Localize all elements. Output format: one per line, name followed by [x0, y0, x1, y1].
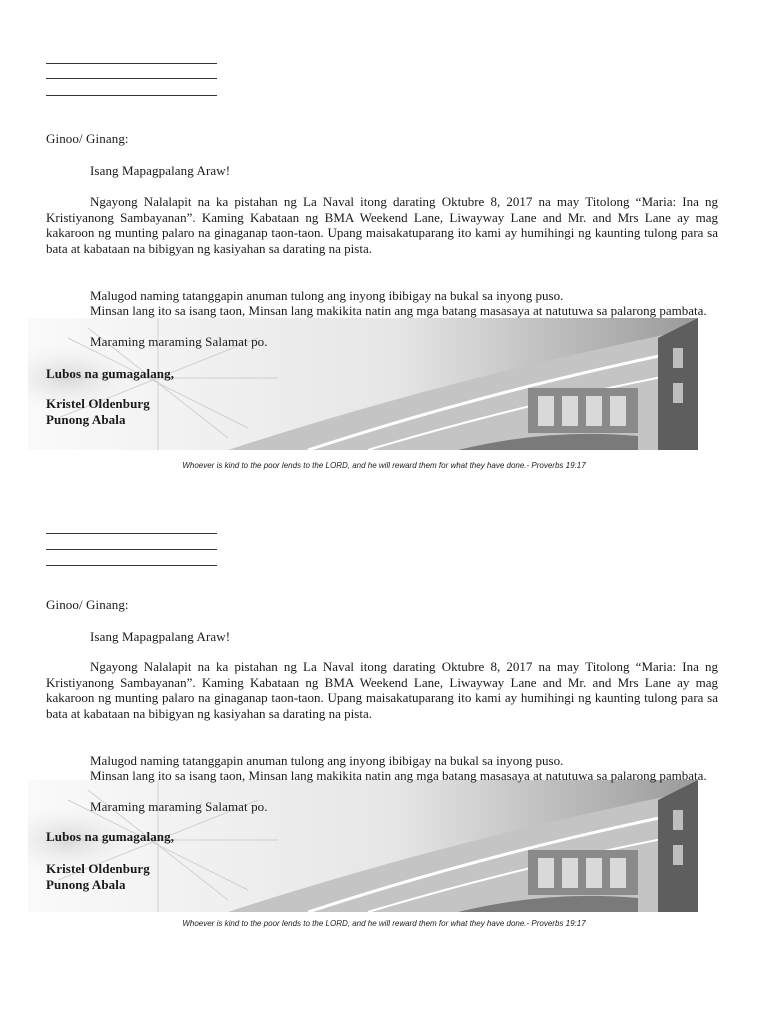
signer-title: Punong Abala — [46, 412, 126, 427]
address-line — [46, 533, 217, 534]
signer-title: Punong Abala — [46, 877, 126, 892]
thank-you-line: Maraming maraming Salamat po. — [90, 334, 268, 349]
address-line — [46, 63, 217, 64]
body-paragraph: Ngayong Nalalapit na ka pistahan ng La Naval itong darating Oktubre 8, 2017 na may Titolong “Maria: Ina ng Kristiyanong Sambayanan”. Kaming Kabataan ng BMA Weekend Lane, Liwayway Lane and Mr. and Mrs Lane ay mag kakaroon ng munting palaro na ginaganap taon-taon. Upang maisakatuparang ito kami ay humihingi ng kaunting tulong para sa bata at kabataan na bibigyan ng kasiyahan sa darating na pista. — [46, 659, 718, 721]
solicitation-letter-2 — [0, 465, 768, 930]
signer-name: Kristel Oldenburg — [46, 861, 150, 876]
body-line-thanks-acceptance: Malugod naming tatanggapin anuman tulong ang inyong ibibigay na bukal sa inyong puso. — [90, 288, 564, 303]
salutation: Ginoo/ Ginang: — [46, 131, 129, 146]
solicitation-letter-1 — [0, 0, 768, 470]
body-paragraph: Ngayong Nalalapit na ka pistahan ng La Naval itong darating Oktubre 8, 2017 na may Titolong “Maria: Ina ng Kristiyanong Sambayanan”. Kaming Kabataan ng BMA Weekend Lane, Liwayway Lane and Mr. and Mrs Lane ay mag kakaroon ng munting palaro na ginaganap taon-taon. Upang maisakatuparang ito kami ay humihingi ng kaunting tulong para sa bata at kabataan na bibigyan ng kasiyahan sa darating na pista. — [46, 194, 718, 256]
address-line — [46, 549, 217, 550]
address-line — [46, 95, 217, 96]
address-line — [46, 78, 217, 79]
greeting: Isang Mapagpalang Araw! — [90, 629, 231, 644]
thank-you-line: Maraming maraming Salamat po. — [90, 799, 268, 814]
greeting: Isang Mapagpalang Araw! — [90, 163, 231, 178]
closing: Lubos na gumagalang, — [46, 829, 175, 844]
body-line-once-a-year: Minsan lang ito sa isang taon, Minsan lang makikita natin ang mga batang masasaya at natutuwa sa palarong pambata. — [90, 303, 707, 318]
address-line — [46, 565, 217, 566]
body-line-once-a-year: Minsan lang ito sa isang taon, Minsan lang makikita natin ang mga batang masasaya at natutuwa sa palarong pambata. — [90, 768, 707, 783]
bible-verse: Whoever is kind to the poor lends to the LORD, and he will reward them for what they have done.- Proverbs 19:17 — [182, 461, 586, 470]
body-line-thanks-acceptance: Malugod naming tatanggapin anuman tulong ang inyong ibibigay na bukal sa inyong puso. — [90, 753, 564, 768]
closing: Lubos na gumagalang, — [46, 366, 175, 381]
bible-verse: Whoever is kind to the poor lends to the LORD, and he will reward them for what they have done.- Proverbs 19:17 — [182, 919, 586, 928]
salutation: Ginoo/ Ginang: — [46, 597, 129, 612]
signer-name: Kristel Oldenburg — [46, 396, 150, 411]
